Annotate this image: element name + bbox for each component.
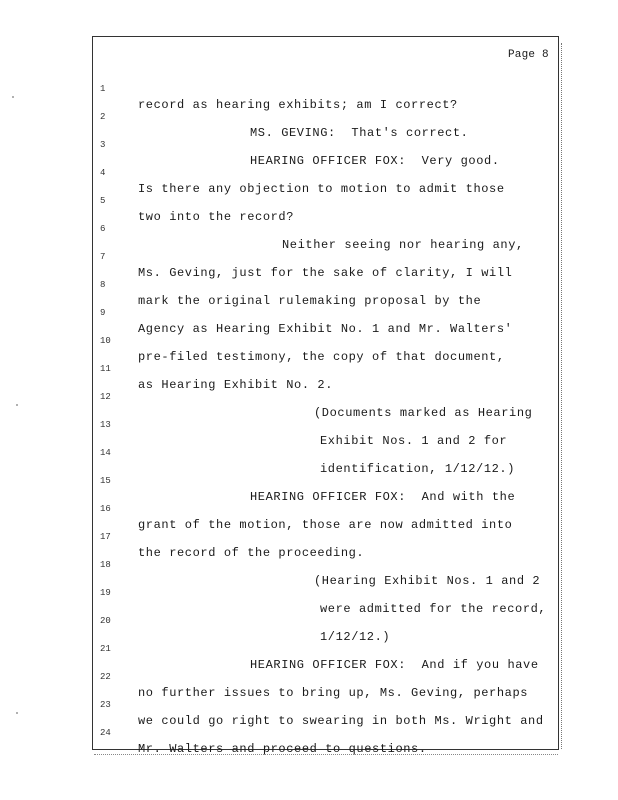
line-text: (Documents marked as Hearing [314, 406, 533, 420]
transcript-line [0, 574, 618, 616]
line-number: 12 [100, 392, 111, 402]
line-number: 15 [100, 476, 111, 486]
line-number: 13 [100, 420, 111, 430]
line-text: Neither seeing nor hearing any, [282, 238, 524, 252]
line-number: 2 [100, 112, 106, 122]
line-text: Mr. Walters and proceed to questions. [138, 742, 427, 756]
transcript-line [0, 266, 618, 308]
line-text: Ms. Geving, just for the sake of clarity, I will [138, 266, 513, 280]
line-text: HEARING OFFICER FOX: Very good. [250, 154, 500, 168]
scan-speck [12, 96, 14, 98]
transcript-line [0, 686, 618, 728]
transcript-line [0, 322, 618, 364]
line-text: HEARING OFFICER FOX: And with the [250, 490, 516, 504]
line-number: 3 [100, 140, 106, 150]
line-text: were admitted for the record, [320, 602, 547, 616]
line-number: 14 [100, 448, 111, 458]
line-number: 1 [100, 84, 106, 94]
transcript-line [0, 154, 618, 196]
line-number: 17 [100, 532, 111, 542]
line-number: 23 [100, 700, 111, 710]
page-number: Page 8 [508, 49, 549, 61]
line-text: Agency as Hearing Exhibit No. 1 and Mr. Walters' [138, 322, 513, 336]
transcript-line [0, 630, 618, 672]
transcript-line [0, 462, 618, 504]
line-number: 24 [100, 728, 111, 738]
transcript-line [0, 378, 618, 420]
transcript-line [0, 602, 618, 644]
line-text: Is there any objection to motion to admit those [138, 182, 505, 196]
line-number: 9 [100, 308, 106, 318]
transcript-line [0, 238, 618, 280]
transcript-line [0, 182, 618, 224]
line-number: 8 [100, 280, 106, 290]
line-text: identification, 1/12/12.) [320, 462, 516, 476]
transcript-line [0, 98, 618, 140]
page-footer-rule [94, 754, 558, 756]
line-number: 18 [100, 560, 111, 570]
transcript-line [0, 70, 618, 112]
transcript-line [0, 350, 618, 392]
line-number: 20 [100, 616, 111, 626]
line-number: 11 [100, 364, 111, 374]
transcript-line [0, 658, 618, 700]
line-text: MS. GEVING: That's correct. [250, 126, 469, 140]
line-text: mark the original rulemaking proposal by the [138, 294, 482, 308]
line-text: pre-filed testimony, the copy of that document, [138, 350, 505, 364]
line-number: 4 [100, 168, 106, 178]
line-text: 1/12/12.) [320, 630, 391, 644]
line-text: (Hearing Exhibit Nos. 1 and 2 [314, 574, 541, 588]
line-number: 7 [100, 252, 106, 262]
line-text: the record of the proceeding. [138, 546, 365, 560]
transcript-line [0, 434, 618, 476]
transcript-line [0, 126, 618, 168]
transcript-line [0, 210, 618, 252]
line-text: HEARING OFFICER FOX: And if you have [250, 658, 539, 672]
transcript-line [0, 406, 618, 448]
transcript-line [0, 546, 618, 588]
line-text: as Hearing Exhibit No. 2. [138, 378, 334, 392]
line-text: Exhibit Nos. 1 and 2 for [320, 434, 508, 448]
line-text: we could go right to swearing in both Ms. Wright and [138, 714, 544, 728]
line-text: grant of the motion, those are now admitted into [138, 518, 513, 532]
transcript-line [0, 490, 618, 532]
line-text: no further issues to bring up, Ms. Geving, perhaps [138, 686, 529, 700]
line-text: two into the record? [138, 210, 295, 224]
scan-speck [16, 404, 18, 406]
line-number: 5 [100, 196, 106, 206]
line-number: 10 [100, 336, 111, 346]
line-number: 16 [100, 504, 111, 514]
line-number: 6 [100, 224, 106, 234]
scan-speck [16, 712, 18, 714]
transcript-line [0, 518, 618, 560]
transcript-line [0, 294, 618, 336]
transcript-line [0, 714, 618, 756]
line-number: 21 [100, 644, 111, 654]
line-number: 19 [100, 588, 111, 598]
line-text: record as hearing exhibits; am I correct? [138, 98, 458, 112]
line-number: 22 [100, 672, 111, 682]
